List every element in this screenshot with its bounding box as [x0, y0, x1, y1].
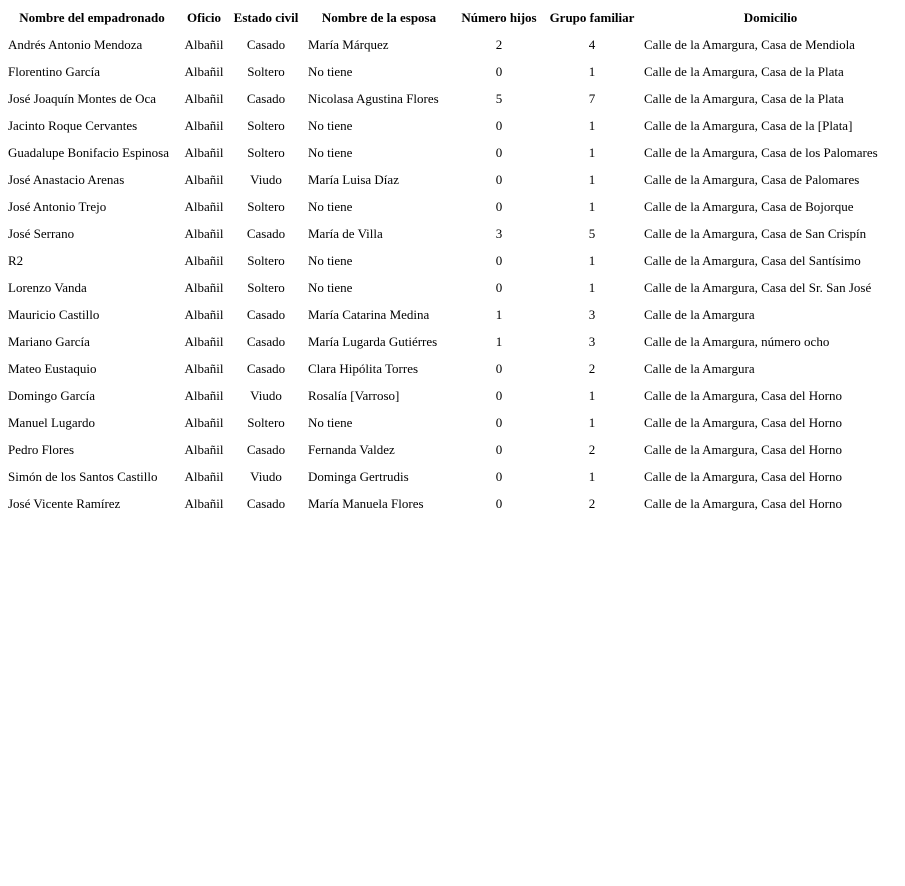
cell-nombre-esposa: María Luisa Díaz: [308, 171, 399, 187]
cell-estado-civil: Casado: [246, 441, 286, 457]
cell-domicilio: Calle de la Amargura: [644, 360, 755, 376]
table-row: [4, 247, 901, 274]
cell-oficio: Albañil: [184, 36, 224, 52]
cell-oficio: Albañil: [184, 279, 224, 295]
cell-oficio: Albañil: [184, 225, 224, 241]
cell-numero-hijos: 1: [495, 306, 503, 322]
cell-numero-hijos: 0: [495, 171, 503, 187]
table-row: [4, 490, 901, 517]
table-row: [4, 274, 901, 301]
cell-grupo-familiar: 3: [588, 306, 596, 322]
cell-oficio: Albañil: [184, 198, 224, 214]
cell-domicilio: Calle de la Amargura, Casa del Sr. San José: [644, 279, 872, 295]
cell-estado-civil: Soltero: [247, 144, 285, 160]
cell-domicilio: Calle de la Amargura, Casa de Palomares: [644, 171, 860, 187]
cell-domicilio: Calle de la Amargura, Casa del Horno: [644, 468, 842, 484]
cell-domicilio: Calle de la Amargura, Casa del Horno: [644, 414, 842, 430]
cell-grupo-familiar: 5: [588, 225, 596, 241]
cell-estado-civil: Casado: [246, 306, 286, 322]
cell-oficio: Albañil: [184, 360, 224, 376]
cell-nombre-empadronado: José Vicente Ramírez: [8, 495, 121, 511]
cell-nombre-empadronado: José Antonio Trejo: [8, 198, 107, 214]
cell-numero-hijos: 1: [495, 333, 503, 349]
cell-estado-civil: Soltero: [247, 414, 285, 430]
cell-grupo-familiar: 1: [588, 468, 596, 484]
cell-estado-civil: Soltero: [247, 279, 285, 295]
cell-nombre-esposa: María Catarina Medina: [308, 306, 430, 322]
cell-nombre-esposa: No tiene: [308, 144, 353, 160]
cell-domicilio: Calle de la Amargura, Casa de los Palomares: [644, 144, 878, 160]
header-nombre-esposa: Nombre de la esposa: [321, 9, 437, 25]
census-table: [4, 4, 901, 517]
table-row: [4, 220, 901, 247]
cell-domicilio: Calle de la Amargura, Casa del Santísimo: [644, 252, 861, 268]
cell-grupo-familiar: 2: [588, 360, 596, 376]
cell-domicilio: Calle de la Amargura, Casa del Horno: [644, 495, 842, 511]
cell-estado-civil: Soltero: [247, 63, 285, 79]
cell-oficio: Albañil: [184, 306, 224, 322]
header-nombre-empadronado: Nombre del empadronado: [19, 9, 165, 25]
cell-grupo-familiar: 4: [588, 36, 596, 52]
cell-nombre-esposa: Rosalía [Varroso]: [308, 387, 400, 403]
cell-numero-hijos: 0: [495, 144, 503, 160]
cell-numero-hijos: 0: [495, 198, 503, 214]
cell-estado-civil: Casado: [246, 225, 286, 241]
cell-grupo-familiar: 1: [588, 279, 596, 295]
cell-numero-hijos: 0: [495, 117, 503, 133]
cell-domicilio: Calle de la Amargura, Casa de Bojorque: [644, 198, 854, 214]
cell-domicilio: Calle de la Amargura, Casa de la Plata: [644, 90, 844, 106]
cell-nombre-esposa: No tiene: [308, 63, 353, 79]
table-row: [4, 31, 901, 58]
cell-grupo-familiar: 2: [588, 495, 596, 511]
table-row: [4, 112, 901, 139]
cell-numero-hijos: 0: [495, 414, 503, 430]
header-row: [4, 4, 901, 31]
cell-oficio: Albañil: [184, 252, 224, 268]
cell-nombre-esposa: No tiene: [308, 198, 353, 214]
cell-domicilio: Calle de la Amargura, Casa del Horno: [644, 387, 842, 403]
cell-nombre-empadronado: Simón de los Santos Castillo: [8, 468, 158, 484]
cell-nombre-esposa: No tiene: [308, 279, 353, 295]
cell-oficio: Albañil: [184, 144, 224, 160]
cell-nombre-esposa: María Manuela Flores: [308, 495, 424, 511]
cell-numero-hijos: 5: [495, 90, 503, 106]
cell-nombre-esposa: No tiene: [308, 252, 353, 268]
cell-numero-hijos: 0: [495, 279, 503, 295]
cell-nombre-esposa: María de Villa: [308, 225, 383, 241]
cell-oficio: Albañil: [184, 414, 224, 430]
cell-grupo-familiar: 1: [588, 387, 596, 403]
header-numero-hijos: Número hijos: [461, 9, 537, 25]
cell-oficio: Albañil: [184, 63, 224, 79]
table-row: [4, 328, 901, 355]
cell-domicilio: Calle de la Amargura, número ocho: [644, 333, 830, 349]
cell-nombre-empadronado: José Joaquín Montes de Oca: [8, 90, 157, 106]
table-row: [4, 139, 901, 166]
cell-estado-civil: Soltero: [247, 252, 285, 268]
cell-grupo-familiar: 1: [588, 171, 596, 187]
cell-domicilio: Calle de la Amargura, Casa de San Crispín: [644, 225, 867, 241]
cell-domicilio: Calle de la Amargura, Casa de Mendiola: [644, 36, 855, 52]
cell-oficio: Albañil: [184, 441, 224, 457]
cell-oficio: Albañil: [184, 90, 224, 106]
cell-nombre-esposa: Clara Hipólita Torres: [308, 360, 419, 376]
cell-nombre-empadronado: Mateo Eustaquio: [8, 360, 97, 376]
cell-grupo-familiar: 7: [588, 90, 596, 106]
cell-grupo-familiar: 1: [588, 414, 596, 430]
cell-grupo-familiar: 1: [588, 117, 596, 133]
cell-estado-civil: Casado: [246, 360, 286, 376]
table-row: [4, 409, 901, 436]
cell-nombre-empadronado: José Anastacio Arenas: [8, 171, 125, 187]
table-body: [4, 31, 901, 517]
cell-nombre-empadronado: Florentino García: [8, 63, 101, 79]
cell-nombre-empadronado: Mauricio Castillo: [8, 306, 100, 322]
table-row: [4, 193, 901, 220]
cell-nombre-esposa: Nicolasa Agustina Flores: [308, 90, 439, 106]
cell-nombre-empadronado: Mariano García: [8, 333, 90, 349]
cell-nombre-empadronado: Andrés Antonio Mendoza: [8, 36, 143, 52]
header-domicilio: Domicilio: [743, 9, 798, 25]
cell-nombre-empadronado: R2: [8, 252, 24, 268]
cell-numero-hijos: 0: [495, 360, 503, 376]
table-row: [4, 58, 901, 85]
cell-nombre-empadronado: Pedro Flores: [8, 441, 75, 457]
cell-grupo-familiar: 3: [588, 333, 596, 349]
cell-nombre-esposa: María Márquez: [308, 36, 389, 52]
cell-domicilio: Calle de la Amargura, Casa de la [Plata]: [644, 117, 853, 133]
table-row: [4, 463, 901, 490]
cell-estado-civil: Casado: [246, 36, 286, 52]
cell-nombre-esposa: No tiene: [308, 414, 353, 430]
cell-domicilio: Calle de la Amargura, Casa del Horno: [644, 441, 842, 457]
cell-numero-hijos: 0: [495, 252, 503, 268]
table-row: [4, 355, 901, 382]
cell-grupo-familiar: 1: [588, 198, 596, 214]
cell-grupo-familiar: 1: [588, 252, 596, 268]
cell-domicilio: Calle de la Amargura: [644, 306, 755, 322]
cell-estado-civil: Viudo: [250, 171, 282, 187]
table-row: [4, 85, 901, 112]
cell-nombre-empadronado: Domingo García: [8, 387, 96, 403]
header-estado-civil: Estado civil: [233, 9, 299, 25]
cell-estado-civil: Casado: [246, 495, 286, 511]
cell-nombre-empadronado: Manuel Lugardo: [8, 414, 96, 430]
table-row: [4, 436, 901, 463]
table-row: [4, 166, 901, 193]
cell-numero-hijos: 0: [495, 495, 503, 511]
table-header: [4, 4, 901, 31]
cell-oficio: Albañil: [184, 468, 224, 484]
table-row: [4, 382, 901, 409]
cell-numero-hijos: 2: [495, 36, 503, 52]
cell-estado-civil: Viudo: [250, 468, 282, 484]
cell-estado-civil: Soltero: [247, 117, 285, 133]
cell-grupo-familiar: 1: [588, 63, 596, 79]
cell-oficio: Albañil: [184, 387, 224, 403]
header-grupo-familiar: Grupo familiar: [549, 9, 635, 25]
cell-numero-hijos: 0: [495, 387, 503, 403]
cell-numero-hijos: 0: [495, 468, 503, 484]
cell-nombre-esposa: No tiene: [308, 117, 353, 133]
cell-estado-civil: Casado: [246, 90, 286, 106]
cell-nombre-empadronado: Lorenzo Vanda: [8, 279, 87, 295]
cell-estado-civil: Casado: [246, 333, 286, 349]
cell-grupo-familiar: 2: [588, 441, 596, 457]
cell-grupo-familiar: 1: [588, 144, 596, 160]
cell-numero-hijos: 3: [495, 225, 503, 241]
cell-oficio: Albañil: [184, 117, 224, 133]
cell-numero-hijos: 0: [495, 63, 503, 79]
cell-domicilio: Calle de la Amargura, Casa de la Plata: [644, 63, 844, 79]
cell-nombre-empadronado: Jacinto Roque Cervantes: [8, 117, 138, 133]
cell-oficio: Albañil: [184, 333, 224, 349]
cell-numero-hijos: 0: [495, 441, 503, 457]
header-oficio: Oficio: [187, 9, 221, 25]
cell-nombre-esposa: Dominga Gertrudis: [308, 468, 409, 484]
cell-oficio: Albañil: [184, 171, 224, 187]
cell-nombre-esposa: María Lugarda Gutiérres: [308, 333, 438, 349]
table-row: [4, 301, 901, 328]
cell-oficio: Albañil: [184, 495, 224, 511]
cell-nombre-esposa: Fernanda Valdez: [308, 441, 395, 457]
cell-estado-civil: Viudo: [250, 387, 282, 403]
cell-estado-civil: Soltero: [247, 198, 285, 214]
cell-nombre-empadronado: Guadalupe Bonifacio Espinosa: [8, 144, 170, 160]
cell-nombre-empadronado: José Serrano: [8, 225, 75, 241]
